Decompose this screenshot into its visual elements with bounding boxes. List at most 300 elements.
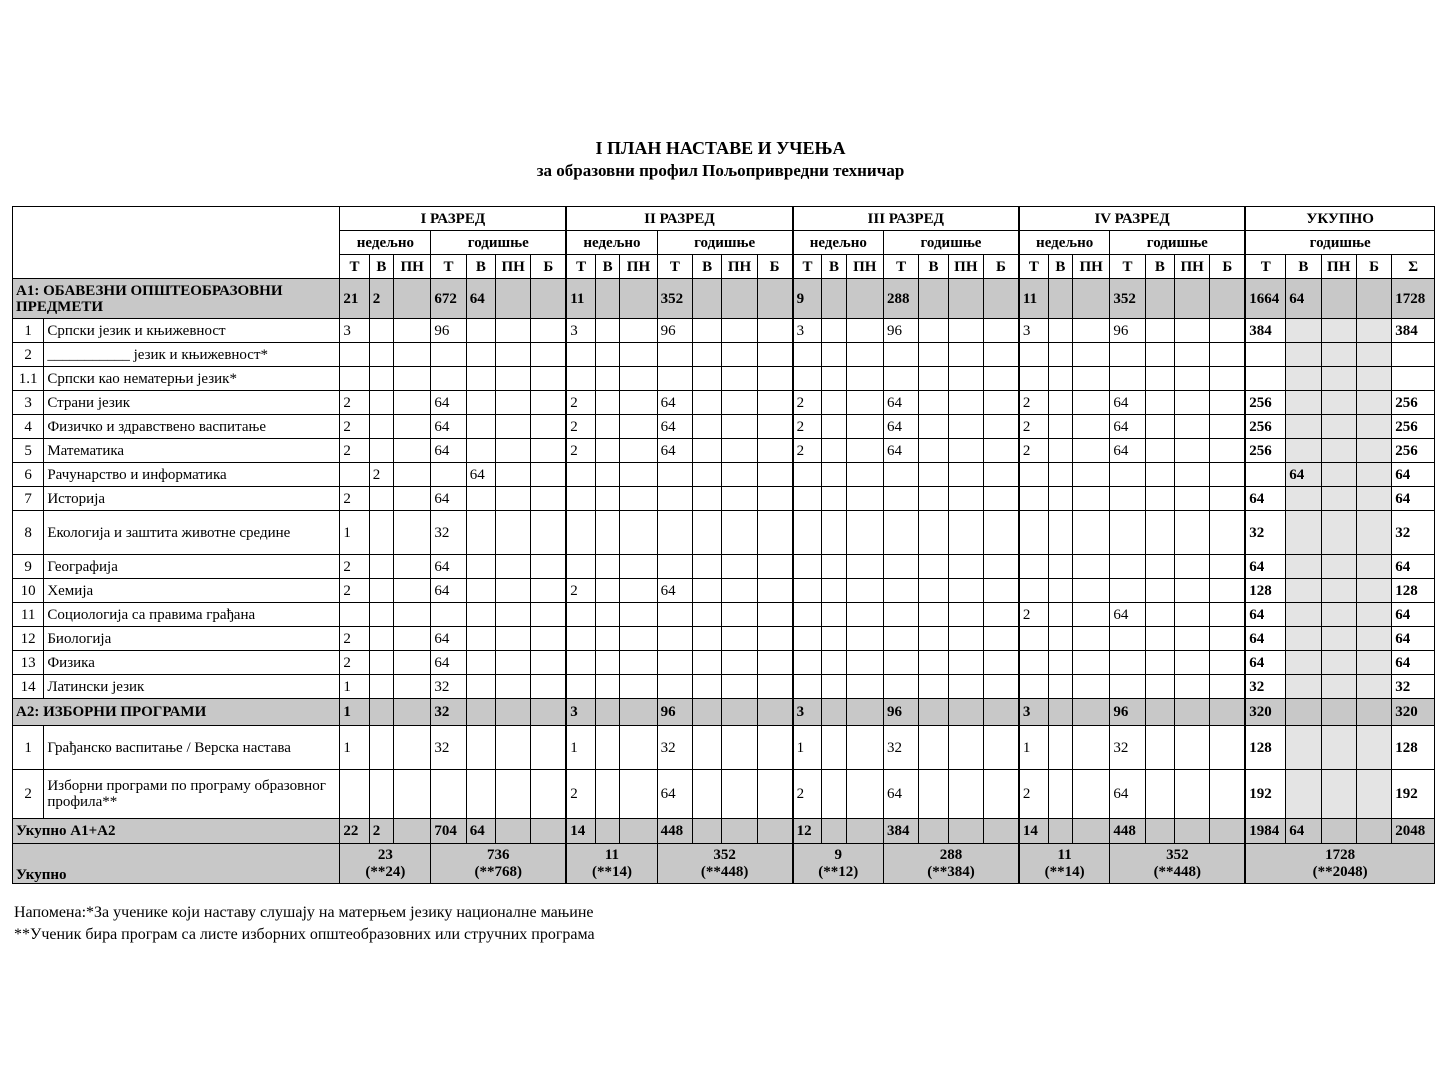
- value-cell: [1019, 343, 1048, 367]
- value-cell: 32: [1245, 675, 1285, 699]
- value-cell: [822, 555, 846, 579]
- value-cell: [496, 675, 531, 699]
- col-type-header: В: [1145, 255, 1174, 279]
- value-cell: [1072, 391, 1109, 415]
- value-cell: [757, 319, 792, 343]
- value-cell: [1210, 770, 1245, 819]
- value-cell: [369, 391, 393, 415]
- section-cell: [620, 819, 657, 844]
- value-cell: [822, 415, 846, 439]
- value-cell: [1145, 415, 1174, 439]
- value-cell: [948, 439, 983, 463]
- value-cell: [531, 675, 566, 699]
- value-cell: [1145, 463, 1174, 487]
- value-cell: [531, 319, 566, 343]
- row-number: 14: [13, 675, 44, 699]
- value-cell: [1286, 391, 1321, 415]
- value-cell: [948, 415, 983, 439]
- value-cell: [620, 770, 657, 819]
- value-cell: [393, 343, 430, 367]
- value-cell: [1286, 511, 1321, 555]
- row-number: 9: [13, 555, 44, 579]
- section-cell: [948, 699, 983, 726]
- value-cell: [657, 675, 692, 699]
- value-cell: [846, 726, 883, 770]
- value-cell: [1286, 415, 1321, 439]
- value-cell: [1210, 726, 1245, 770]
- value-cell: [822, 343, 846, 367]
- value-cell: [722, 651, 757, 675]
- value-cell: 2: [566, 391, 595, 415]
- value-cell: [496, 319, 531, 343]
- section-cell: [1356, 699, 1391, 726]
- value-cell: 1: [340, 726, 369, 770]
- value-cell: [757, 391, 792, 415]
- value-cell: [369, 603, 393, 627]
- value-cell: [948, 603, 983, 627]
- value-cell: [596, 726, 620, 770]
- value-cell: [793, 675, 822, 699]
- value-cell: [1048, 391, 1072, 415]
- value-cell: [822, 439, 846, 463]
- value-cell: [1072, 651, 1109, 675]
- value-cell: [1019, 463, 1048, 487]
- value-cell: [531, 343, 566, 367]
- value-cell: [1048, 726, 1072, 770]
- value-cell: [431, 367, 466, 391]
- table-row: [13, 675, 1435, 699]
- value-cell: 32: [1392, 675, 1435, 699]
- value-cell: 3: [793, 319, 822, 343]
- section-cell: 96: [1110, 699, 1145, 726]
- section-cell: 64: [1286, 819, 1321, 844]
- value-cell: 64: [1110, 603, 1145, 627]
- value-cell: 32: [431, 511, 466, 555]
- value-cell: [340, 463, 369, 487]
- value-cell: [431, 770, 466, 819]
- col-type-header: ПН: [1175, 255, 1210, 279]
- value-cell: [596, 770, 620, 819]
- weekly-header: недељно: [566, 231, 657, 255]
- value-cell: [1210, 367, 1245, 391]
- value-cell: 3: [340, 319, 369, 343]
- value-cell: [1175, 487, 1210, 511]
- value-cell: [620, 343, 657, 367]
- section-cell: [846, 699, 883, 726]
- value-cell: [531, 511, 566, 555]
- value-cell: 256: [1392, 415, 1435, 439]
- col-type-header: ПН: [1072, 255, 1109, 279]
- value-cell: [1356, 555, 1391, 579]
- section-cell: [757, 819, 792, 844]
- value-cell: [919, 391, 948, 415]
- total-alt-value: (**2048): [1312, 863, 1368, 880]
- table-row: [13, 726, 1435, 770]
- section-cell: 14: [566, 819, 595, 844]
- value-cell: [722, 391, 757, 415]
- value-cell: 64: [1110, 391, 1145, 415]
- section-cell: [1210, 699, 1245, 726]
- section-cell: [1356, 279, 1391, 319]
- section-cell: [1072, 819, 1109, 844]
- value-cell: [620, 651, 657, 675]
- section-cell: [1072, 699, 1109, 726]
- value-cell: 64: [1392, 627, 1435, 651]
- value-cell: [1286, 555, 1321, 579]
- section-cell: [1072, 279, 1109, 319]
- subject-name: Изборни програми по програму образовног профила**: [44, 770, 340, 819]
- value-cell: 2: [1019, 603, 1048, 627]
- row-number: 8: [13, 511, 44, 555]
- value-cell: [793, 603, 822, 627]
- value-cell: [1110, 343, 1145, 367]
- value-cell: [722, 343, 757, 367]
- value-cell: [1145, 391, 1174, 415]
- value-cell: [846, 391, 883, 415]
- section-cell: [393, 819, 430, 844]
- value-cell: [793, 555, 822, 579]
- table-row: [13, 439, 1435, 463]
- section-cell: 32: [431, 699, 466, 726]
- value-cell: [496, 579, 531, 603]
- grade-header: I РАЗРЕД: [340, 207, 566, 231]
- value-cell: [948, 579, 983, 603]
- section-cell: 64: [466, 819, 495, 844]
- value-cell: [466, 487, 495, 511]
- value-cell: [1145, 555, 1174, 579]
- value-cell: [431, 463, 466, 487]
- value-cell: [496, 415, 531, 439]
- value-cell: 1: [566, 726, 595, 770]
- value-cell: [1110, 651, 1145, 675]
- row-number: 6: [13, 463, 44, 487]
- value-cell: [822, 319, 846, 343]
- col-type-header: ПН: [948, 255, 983, 279]
- section-cell: 320: [1392, 699, 1435, 726]
- value-cell: [657, 463, 692, 487]
- section-cell: [531, 819, 566, 844]
- value-cell: 64: [1286, 463, 1321, 487]
- value-cell: 384: [1245, 319, 1285, 343]
- value-cell: [369, 555, 393, 579]
- value-cell: [1286, 603, 1321, 627]
- value-cell: [984, 439, 1019, 463]
- section-cell: 704: [431, 819, 466, 844]
- section-cell: [822, 699, 846, 726]
- value-cell: 2: [340, 555, 369, 579]
- value-cell: [1145, 439, 1174, 463]
- section-cell: 1664: [1245, 279, 1285, 319]
- value-cell: [1019, 651, 1048, 675]
- value-cell: [1392, 367, 1435, 391]
- value-cell: [1175, 726, 1210, 770]
- col-type-header: ПН: [1321, 255, 1356, 279]
- row-number: 2: [13, 770, 44, 819]
- value-cell: 64: [431, 415, 466, 439]
- section-cell: 14: [1019, 819, 1048, 844]
- value-cell: [596, 439, 620, 463]
- value-cell: [1072, 675, 1109, 699]
- value-cell: [393, 367, 430, 391]
- value-cell: [566, 511, 595, 555]
- section-cell: [531, 699, 566, 726]
- value-cell: 64: [1245, 487, 1285, 511]
- value-cell: 64: [1392, 651, 1435, 675]
- value-cell: [393, 439, 430, 463]
- value-cell: [566, 651, 595, 675]
- value-cell: 2: [1019, 391, 1048, 415]
- value-cell: [566, 463, 595, 487]
- value-cell: [948, 726, 983, 770]
- value-cell: [1321, 415, 1356, 439]
- value-cell: [496, 603, 531, 627]
- total-value: 288: [939, 846, 963, 863]
- value-cell: 1: [340, 511, 369, 555]
- value-cell: [1145, 579, 1174, 603]
- value-cell: [919, 579, 948, 603]
- value-cell: [1072, 511, 1109, 555]
- value-cell: [466, 319, 495, 343]
- value-cell: [531, 555, 566, 579]
- value-cell: [620, 726, 657, 770]
- value-cell: [1356, 343, 1391, 367]
- value-cell: 3: [1019, 319, 1048, 343]
- value-cell: [1356, 391, 1391, 415]
- value-cell: [822, 726, 846, 770]
- value-cell: 2: [340, 487, 369, 511]
- section-cell: [722, 819, 757, 844]
- value-cell: [846, 651, 883, 675]
- value-cell: [722, 439, 757, 463]
- value-cell: [596, 391, 620, 415]
- value-cell: [984, 627, 1019, 651]
- value-cell: [1321, 726, 1356, 770]
- value-cell: [1356, 603, 1391, 627]
- total-alt-value: (**448): [1153, 863, 1202, 880]
- value-cell: 2: [340, 651, 369, 675]
- section-cell: [1175, 819, 1210, 844]
- value-cell: 64: [657, 579, 692, 603]
- value-cell: 2: [340, 579, 369, 603]
- section-cell: 64: [1286, 279, 1321, 319]
- value-cell: [1048, 367, 1072, 391]
- value-cell: [1072, 726, 1109, 770]
- section-cell: [393, 279, 430, 319]
- value-cell: 64: [431, 579, 466, 603]
- value-cell: [531, 627, 566, 651]
- value-cell: 32: [1110, 726, 1145, 770]
- value-cell: [369, 651, 393, 675]
- value-cell: [722, 627, 757, 651]
- col-type-header: ПН: [393, 255, 430, 279]
- value-cell: [984, 415, 1019, 439]
- value-cell: [596, 367, 620, 391]
- value-cell: [657, 367, 692, 391]
- value-cell: [722, 511, 757, 555]
- value-cell: [1210, 651, 1245, 675]
- value-cell: [757, 603, 792, 627]
- value-cell: 128: [1245, 726, 1285, 770]
- value-cell: [620, 367, 657, 391]
- value-cell: [369, 415, 393, 439]
- value-cell: 256: [1245, 415, 1285, 439]
- value-cell: [1356, 463, 1391, 487]
- value-cell: 64: [1110, 415, 1145, 439]
- value-cell: [722, 487, 757, 511]
- value-cell: [1356, 319, 1391, 343]
- value-cell: 256: [1392, 391, 1435, 415]
- value-cell: [1145, 675, 1174, 699]
- yearly-header: годишње: [431, 231, 566, 255]
- value-cell: [1286, 726, 1321, 770]
- value-cell: [919, 343, 948, 367]
- value-cell: [757, 627, 792, 651]
- row-number: 10: [13, 579, 44, 603]
- section-cell: 672: [431, 279, 466, 319]
- col-type-header: Т: [657, 255, 692, 279]
- value-cell: 64: [1245, 555, 1285, 579]
- section-cell: [984, 279, 1019, 319]
- section-cell: [822, 279, 846, 319]
- value-cell: [919, 415, 948, 439]
- value-cell: [1145, 770, 1174, 819]
- section-a2-row: [13, 699, 1435, 726]
- row-number: 11: [13, 603, 44, 627]
- value-cell: [884, 367, 919, 391]
- table-row: [13, 343, 1435, 367]
- value-cell: [466, 555, 495, 579]
- value-cell: [1145, 319, 1174, 343]
- value-cell: 64: [431, 555, 466, 579]
- value-cell: [1210, 439, 1245, 463]
- value-cell: 2: [793, 439, 822, 463]
- subject-name: Латински језик: [44, 675, 340, 699]
- section-cell: [984, 699, 1019, 726]
- value-cell: [1072, 770, 1109, 819]
- section-cell: 352: [1110, 279, 1145, 319]
- value-cell: [919, 770, 948, 819]
- col-type-header: В: [919, 255, 948, 279]
- value-cell: [1210, 555, 1245, 579]
- section-cell: 9: [793, 279, 822, 319]
- value-cell: 64: [657, 415, 692, 439]
- value-cell: [793, 343, 822, 367]
- total-value: 11: [1057, 846, 1072, 863]
- value-cell: [884, 651, 919, 675]
- value-cell: [1356, 511, 1391, 555]
- value-cell: [431, 603, 466, 627]
- subject-name: Српски као нематерњи језик*: [44, 367, 340, 391]
- total-yearly-header: годишње: [1245, 231, 1434, 255]
- value-cell: [1356, 675, 1391, 699]
- value-cell: [1321, 579, 1356, 603]
- value-cell: [369, 343, 393, 367]
- value-cell: 256: [1245, 439, 1285, 463]
- total-value: 736: [487, 846, 510, 863]
- value-cell: [1072, 579, 1109, 603]
- value-cell: [566, 343, 595, 367]
- value-cell: [919, 367, 948, 391]
- section-cell: [1145, 279, 1174, 319]
- value-cell: [1286, 343, 1321, 367]
- col-type-header: Б: [531, 255, 566, 279]
- table-row: [13, 463, 1435, 487]
- value-cell: [1321, 487, 1356, 511]
- section-cell: 3: [566, 699, 595, 726]
- value-cell: [846, 627, 883, 651]
- value-cell: [1175, 511, 1210, 555]
- value-cell: [531, 463, 566, 487]
- value-cell: [466, 511, 495, 555]
- section-cell: [393, 699, 430, 726]
- value-cell: 64: [1392, 487, 1435, 511]
- value-cell: [984, 391, 1019, 415]
- col-type-header: В: [369, 255, 393, 279]
- value-cell: [1048, 463, 1072, 487]
- value-cell: [1321, 770, 1356, 819]
- value-cell: [369, 770, 393, 819]
- yearly-header: годишње: [657, 231, 792, 255]
- value-cell: [793, 627, 822, 651]
- value-cell: [620, 675, 657, 699]
- value-cell: [620, 319, 657, 343]
- value-cell: [620, 463, 657, 487]
- section-cell: [596, 819, 620, 844]
- value-cell: [496, 343, 531, 367]
- value-cell: [369, 367, 393, 391]
- value-cell: [693, 511, 722, 555]
- weekly-header: недељно: [793, 231, 884, 255]
- value-cell: [393, 319, 430, 343]
- value-cell: [919, 463, 948, 487]
- value-cell: 2: [793, 391, 822, 415]
- value-cell: [884, 555, 919, 579]
- value-cell: 64: [431, 439, 466, 463]
- value-cell: [948, 675, 983, 699]
- value-cell: [757, 770, 792, 819]
- value-cell: [693, 726, 722, 770]
- section-cell: [1145, 699, 1174, 726]
- value-cell: 32: [431, 675, 466, 699]
- value-cell: [340, 770, 369, 819]
- yearly-header: годишње: [1110, 231, 1245, 255]
- section-cell: [693, 819, 722, 844]
- value-cell: [693, 675, 722, 699]
- section-cell: [1210, 819, 1245, 844]
- value-cell: 64: [1110, 770, 1145, 819]
- value-cell: [1072, 343, 1109, 367]
- value-cell: 2: [1019, 415, 1048, 439]
- value-cell: [369, 627, 393, 651]
- section-cell: [846, 819, 883, 844]
- value-cell: [948, 770, 983, 819]
- value-cell: [1392, 343, 1435, 367]
- value-cell: [984, 675, 1019, 699]
- value-cell: 3: [566, 319, 595, 343]
- table-row: [13, 627, 1435, 651]
- total-alt-value: (**448): [700, 863, 749, 880]
- value-cell: [466, 770, 495, 819]
- sum-row: [13, 819, 1435, 844]
- value-cell: [466, 651, 495, 675]
- section-label: А1: ОБАВЕЗНИ ОПШТЕОБРАЗОВНИ ПРЕДМЕТИ: [13, 279, 340, 319]
- grade-header: IV РАЗРЕД: [1019, 207, 1245, 231]
- value-cell: [984, 319, 1019, 343]
- value-cell: [822, 391, 846, 415]
- total-value: 352: [713, 846, 736, 863]
- value-cell: [793, 487, 822, 511]
- grand-total-cell: [1245, 844, 1434, 884]
